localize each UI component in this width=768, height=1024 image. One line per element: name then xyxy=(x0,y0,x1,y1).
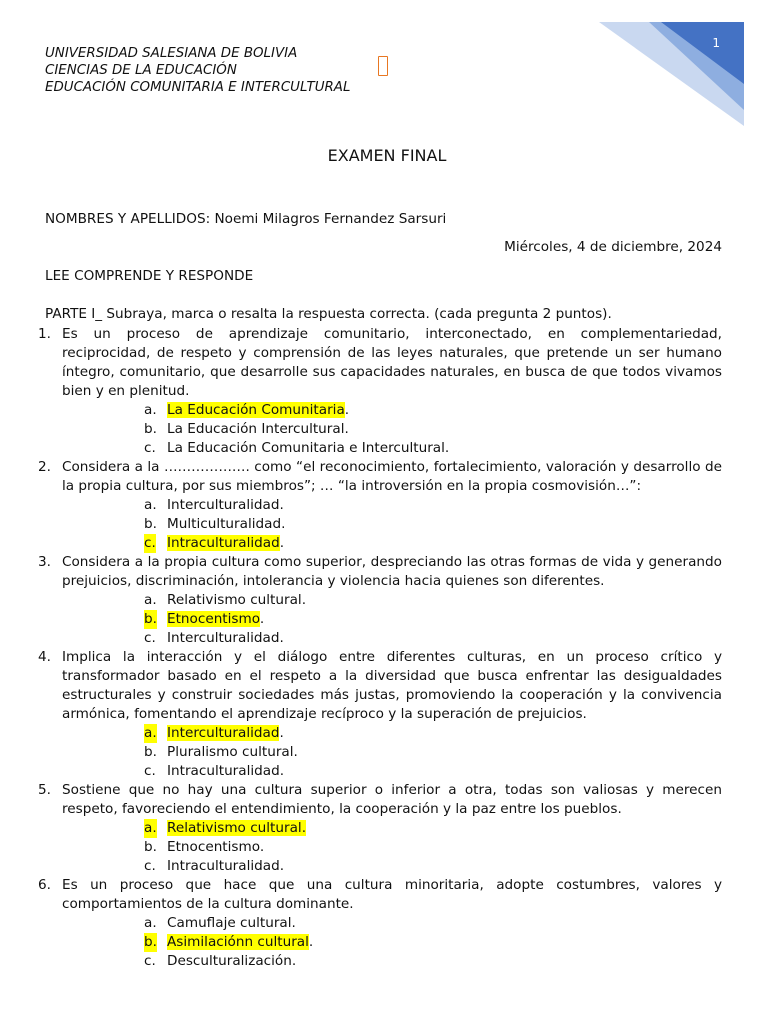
option-b[interactable] xyxy=(62,838,722,857)
option-letter: b. xyxy=(144,934,157,950)
option-c[interactable] xyxy=(62,952,722,971)
option-text: Camuflaje cultural. xyxy=(167,915,296,931)
option-text: Interculturalidad. xyxy=(167,497,284,513)
question-3 xyxy=(38,553,722,648)
option-text: Pluralismo cultural. xyxy=(167,744,298,760)
option-letter: b. xyxy=(144,611,157,627)
option-b[interactable] xyxy=(62,933,722,952)
option-a[interactable] xyxy=(62,914,722,933)
option-list xyxy=(62,914,722,971)
university-name: UNIVERSIDAD SALESIANA DE BOLIVIA xyxy=(45,46,298,61)
option-letter: c. xyxy=(144,953,156,969)
question-5 xyxy=(38,781,722,876)
option-b[interactable] xyxy=(62,610,722,629)
option-c[interactable] xyxy=(62,857,722,876)
option-list xyxy=(62,724,722,781)
option-tail: . xyxy=(308,934,314,950)
option-text: Etnocentismo. xyxy=(167,839,265,855)
option-list xyxy=(62,591,722,648)
option-text: Multiculturalidad. xyxy=(167,516,286,532)
option-letter: c. xyxy=(144,858,156,874)
highlighted-answer: Relativismo cultural. xyxy=(167,820,307,836)
option-letter: a. xyxy=(144,820,157,836)
question-text: Considera a la propia cultura como superior, despreciando las otras formas de vida y generando prejuicios, discriminación, intolerancia y violencia hacia quienes son diferentes. xyxy=(62,554,722,589)
question-text: Sostiene que no hay una cultura superior o inferior a otra, todas son valiosas y merecen respeto, favoreciendo el entendimiento, la cooperación y la paz entre los pueblos. xyxy=(62,782,722,817)
option-b[interactable] xyxy=(62,743,722,762)
option-letter: b. xyxy=(144,421,157,437)
option-letter: c. xyxy=(144,535,156,551)
option-a[interactable] xyxy=(62,591,722,610)
option-list xyxy=(62,401,722,458)
missing-glyph-icon xyxy=(378,56,388,76)
question-text: Considera a la ………………. como “el reconocimiento, fortalecimiento, valoración y desarrollo de la propia cultura, por sus miembros”; … “la introversión en la propia cosmovisión…”: xyxy=(62,459,722,494)
option-text: La Educación Intercultural. xyxy=(167,421,349,437)
option-letter: a. xyxy=(144,915,157,931)
faculty-name: CIENCIAS DE LA EDUCACIÓN xyxy=(45,63,237,78)
exam-date: Miércoles, 4 de diciembre, 2024 xyxy=(504,239,722,255)
highlighted-answer: Asimilaciónn cultural xyxy=(167,934,309,950)
option-text: Interculturalidad. xyxy=(167,630,284,646)
option-letter: c. xyxy=(144,630,156,646)
option-c[interactable] xyxy=(62,439,722,458)
highlighted-answer: Etnocentismo xyxy=(167,611,260,627)
option-letter: b. xyxy=(144,516,157,532)
option-text: Desculturalización. xyxy=(167,953,297,969)
option-letter: a. xyxy=(144,592,157,608)
option-tail: . xyxy=(279,725,284,741)
option-a[interactable] xyxy=(62,819,722,838)
question-text: Es un proceso de aprendizaje comunitario, interconectado, en complementariedad, reciprocidad, de respeto y comprensión de las leyes naturales, que pretende un ser humano íntegro, comunitario, que desarrolle sus capacidades naturales, en busca de que todos vivamos bien y en plenitud. xyxy=(62,326,722,399)
option-list xyxy=(62,819,722,876)
question-6 xyxy=(38,876,722,971)
highlighted-answer: Intraculturalidad xyxy=(167,535,280,551)
option-text: Intraculturalidad. xyxy=(167,763,285,779)
option-c[interactable] xyxy=(62,762,722,781)
option-letter: c. xyxy=(144,763,156,779)
question-number: 4. xyxy=(38,649,51,665)
option-tail: . xyxy=(279,535,285,551)
page-number: 1 xyxy=(712,36,720,50)
document-header xyxy=(45,45,350,96)
option-text: Intraculturalidad. xyxy=(167,858,285,874)
option-a[interactable] xyxy=(62,401,722,420)
option-letter: b. xyxy=(144,839,157,855)
option-tail: . xyxy=(344,402,350,418)
part-one-instructions: PARTE I_ Subraya, marca o resalta la respuesta correcta. (cada pregunta 2 puntos). xyxy=(45,306,612,322)
question-2 xyxy=(38,458,722,553)
option-letter: a. xyxy=(144,402,157,418)
highlighted-answer: La Educación Comunitaria xyxy=(167,402,345,418)
option-b[interactable] xyxy=(62,420,722,439)
question-number: 2. xyxy=(38,459,51,475)
question-4 xyxy=(38,648,722,781)
option-letter: b. xyxy=(144,744,157,760)
corner-decoration xyxy=(599,22,744,126)
option-text: La Educación Comunitaria e Intercultural. xyxy=(167,440,450,456)
question-text: Es un proceso que hace que una cultura minoritaria, adopte costumbres, valores y comportamientos de la cultura dominante. xyxy=(62,877,722,912)
question-number: 3. xyxy=(38,554,51,570)
program-name: EDUCACIÓN COMUNITARIA E INTERCULTURAL xyxy=(45,80,351,95)
option-c[interactable] xyxy=(62,629,722,648)
question-text: Implica la interacción y el diálogo entre diferentes culturas, en un proceso crítico y transformador basado en el respeto a la diversidad que busca enfrentar las desigualdades estructurales y construir sociedades más justas, promoviendo la cooperación y la convivencia armónica, fomentando el aprendizaje recíproco y la superación de prejuicios. xyxy=(62,649,722,722)
option-tail: . xyxy=(259,611,265,627)
option-letter: a. xyxy=(144,725,157,741)
option-a[interactable] xyxy=(62,496,722,515)
exam-title: EXAMEN FINAL xyxy=(327,146,447,165)
question-number: 1. xyxy=(38,326,51,342)
option-letter: c. xyxy=(144,440,156,456)
option-text: Relativismo cultural. xyxy=(167,592,307,608)
option-letter: a. xyxy=(144,497,157,513)
instructions-heading: LEE COMPRENDE Y RESPONDE xyxy=(45,268,254,284)
student-name-line: NOMBRES Y APELLIDOS: Noemi Milagros Fernandez Sarsuri xyxy=(45,211,447,227)
question-number: 5. xyxy=(38,782,51,798)
highlighted-answer: Interculturalidad xyxy=(167,725,280,741)
question-number: 6. xyxy=(38,877,51,893)
option-list xyxy=(62,496,722,553)
option-c[interactable] xyxy=(62,534,722,553)
option-b[interactable] xyxy=(62,515,722,534)
option-a[interactable] xyxy=(62,724,722,743)
question-1 xyxy=(38,325,722,458)
question-list xyxy=(38,325,722,971)
